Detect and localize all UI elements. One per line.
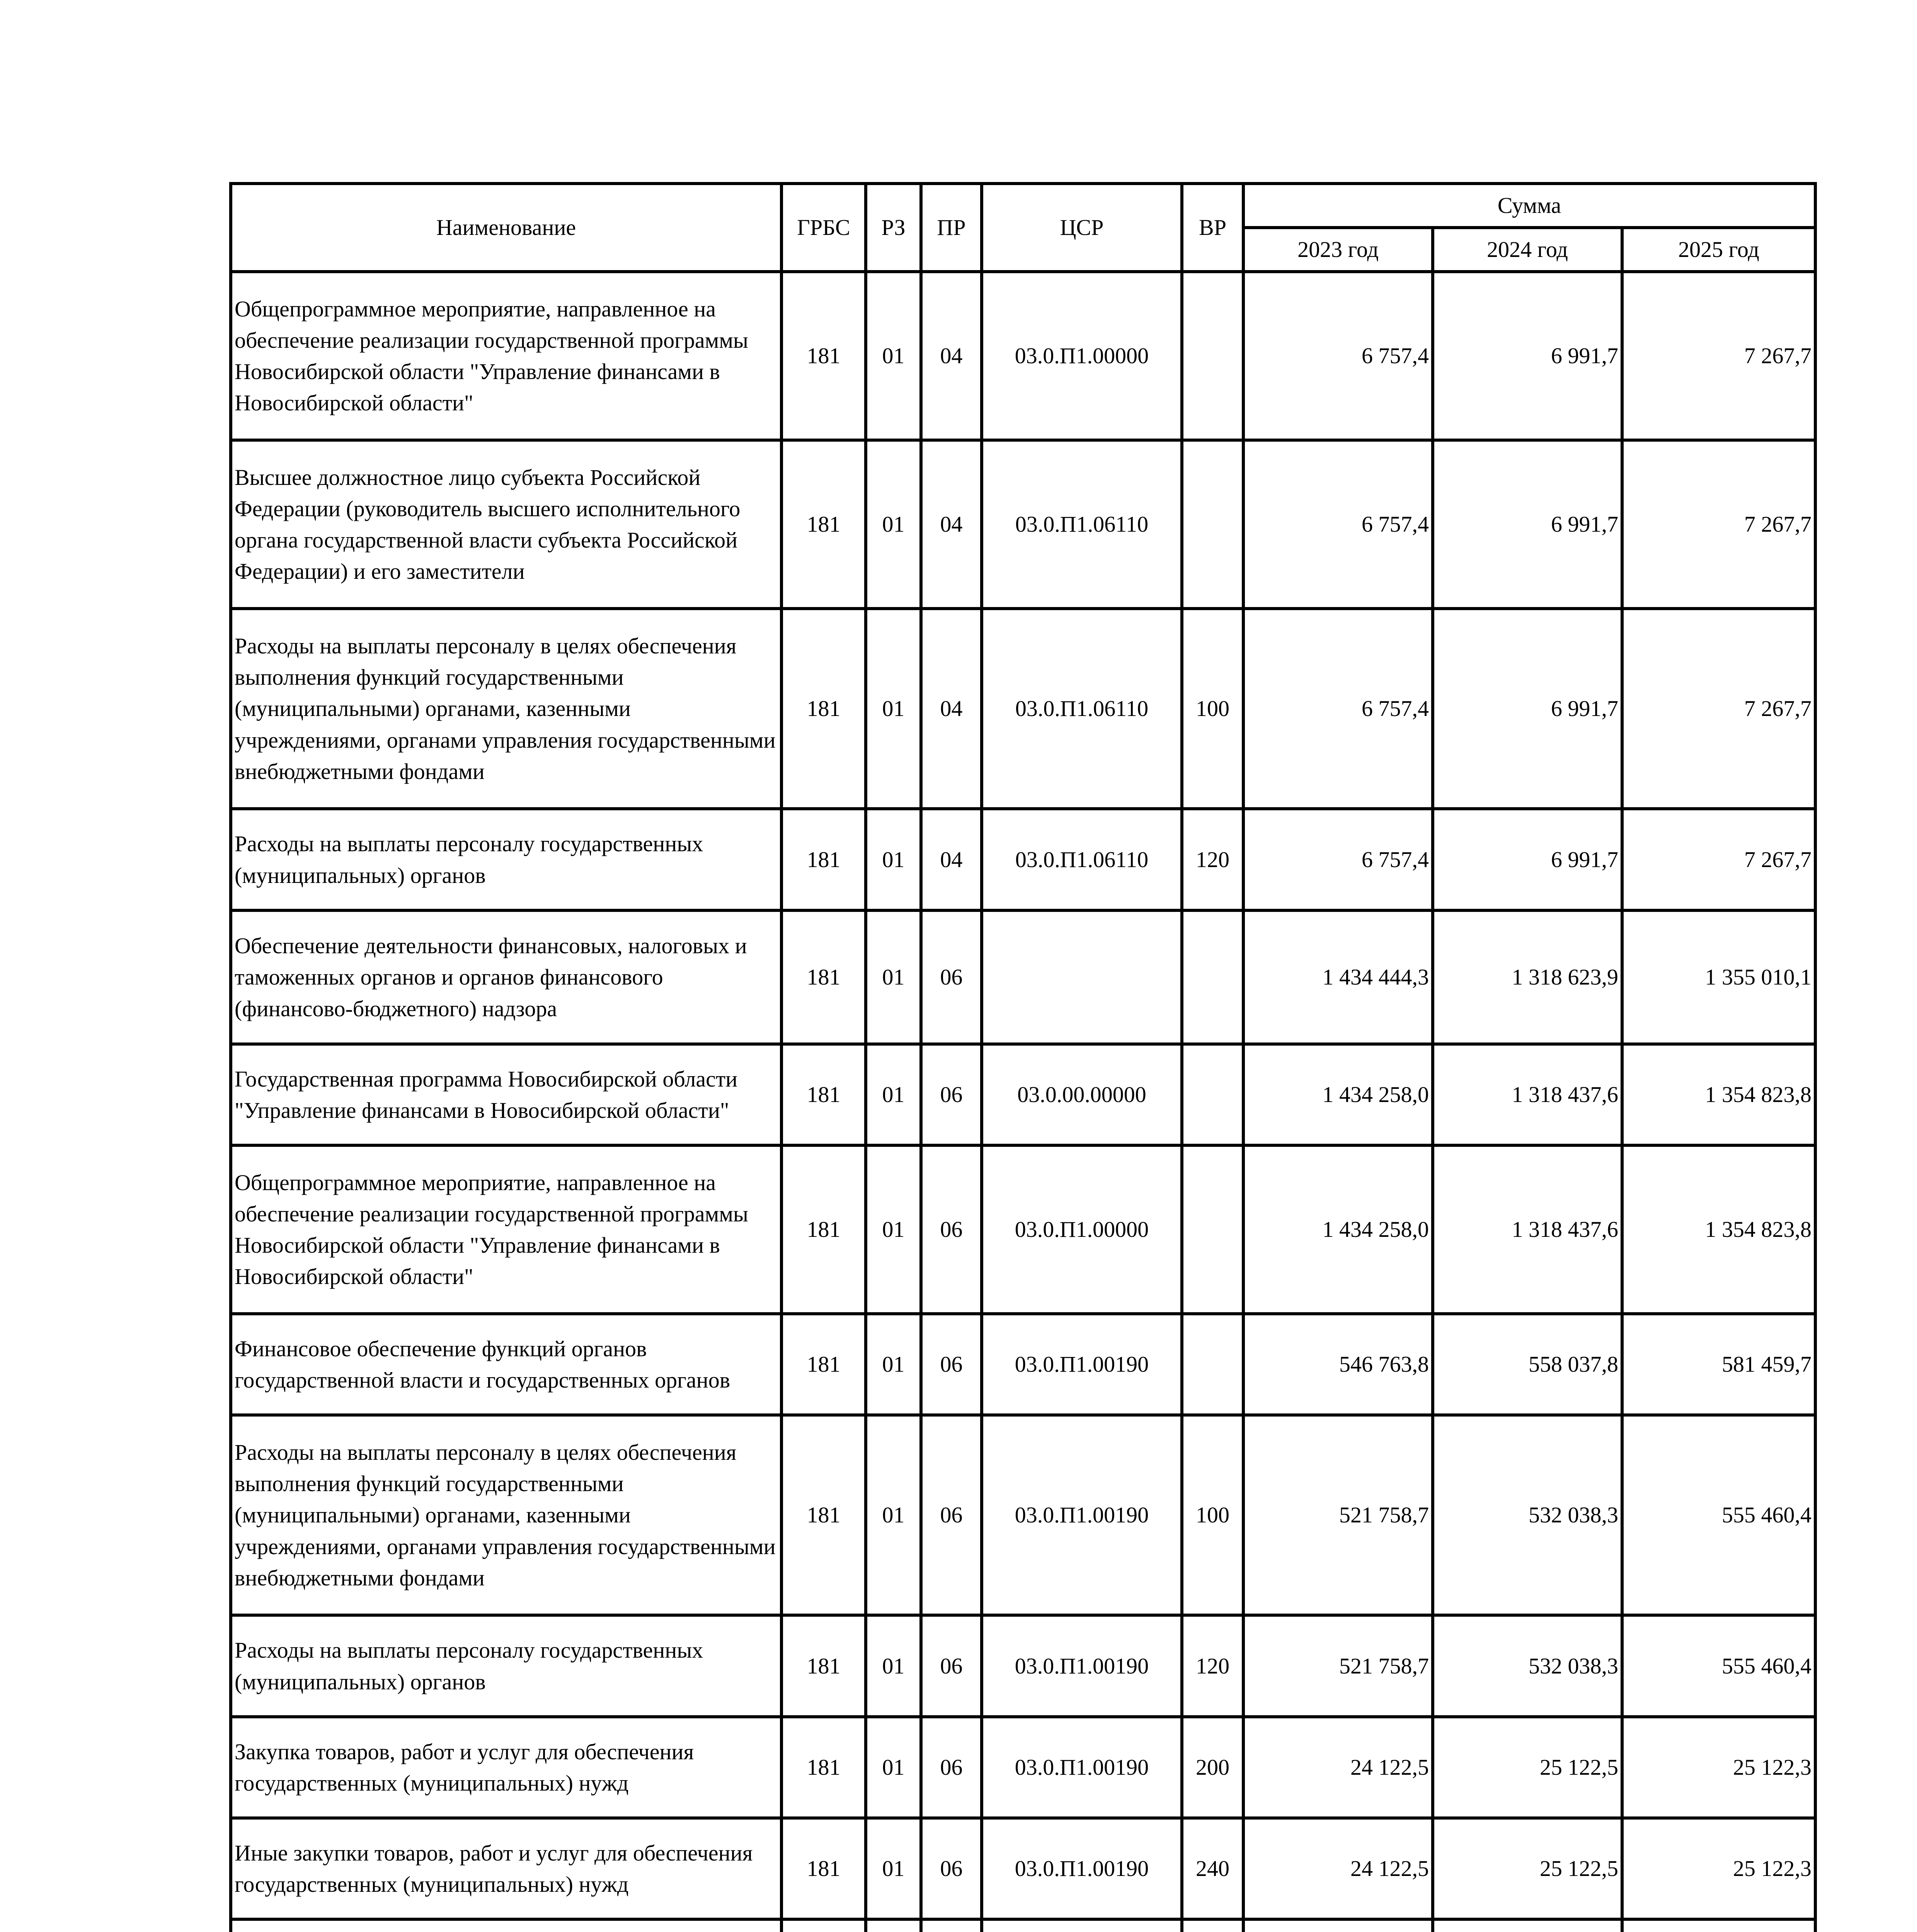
cell-csr: 03.0.П1.06110 (982, 609, 1182, 809)
cell-sum-2023: 521 758,7 (1243, 1615, 1433, 1717)
cell-csr: 03.0.00.00000 (982, 1044, 1182, 1145)
cell-csr: 03.0.П1.06110 (982, 440, 1182, 609)
cell-sum-2024: 1 318 437,6 (1433, 1145, 1622, 1314)
cell-vr (1182, 910, 1243, 1044)
cell-sum-2025: 7 267,7 (1622, 272, 1815, 440)
header-csr: ЦСР (982, 184, 1182, 272)
table-header (231, 184, 1815, 272)
table-row (231, 1044, 1815, 1145)
cell-sum-2023: 6 757,4 (1243, 609, 1433, 809)
cell-pr: 06 (921, 1818, 982, 1919)
cell-sum-2024 (1433, 1919, 1622, 1932)
cell-sum-2024: 25 122,5 (1433, 1717, 1622, 1818)
cell-grbs: 181 (781, 910, 866, 1044)
cell-sum-2023: 521 758,7 (1243, 1415, 1433, 1615)
cell-rz: 01 (866, 1818, 921, 1919)
cell-vr (1182, 1044, 1243, 1145)
table-row (231, 272, 1815, 440)
cell-sum-2023 (1243, 1919, 1433, 1932)
cell-sum-2024: 6 991,7 (1433, 272, 1622, 440)
cell-sum-2025: 25 122,3 (1622, 1818, 1815, 1919)
cell-sum-2023: 1 434 258,0 (1243, 1145, 1433, 1314)
cell-pr: 06 (921, 1717, 982, 1818)
cell-name: Расходы на выплаты персоналу государственных (муниципальных) органов (231, 1615, 781, 1717)
cell-vr: 120 (1182, 1615, 1243, 1717)
cell-grbs: 181 (781, 272, 866, 440)
cell-sum-2024: 558 037,8 (1433, 1314, 1622, 1415)
cell-sum-2025: 7 267,7 (1622, 609, 1815, 809)
cell-pr: 04 (921, 440, 982, 609)
cell-pr: 06 (921, 910, 982, 1044)
cell-sum-2025: 581 459,7 (1622, 1314, 1815, 1415)
table-row (231, 809, 1815, 910)
cell-pr: 06 (921, 1314, 982, 1415)
cell-csr: 03.0.П1.00190 (982, 1415, 1182, 1615)
cell-sum-2023: 6 757,4 (1243, 809, 1433, 910)
cell-pr: 04 (921, 809, 982, 910)
cell-sum-2024: 6 991,7 (1433, 609, 1622, 809)
cell-rz: 01 (866, 1145, 921, 1314)
cell-rz: 01 (866, 440, 921, 609)
cell-sum-2023: 1 434 444,3 (1243, 910, 1433, 1044)
cell-sum-2023: 6 757,4 (1243, 272, 1433, 440)
cell-name: Расходы на выплаты персоналу в целях обеспечения выполнения функций государственными (муниципальными) органами, казенными учреждениями, органами управления государственными внебюджетными фондами (231, 609, 781, 809)
cell-csr: 03.0.П1.00000 (982, 272, 1182, 440)
cell-sum-2023: 546 763,8 (1243, 1314, 1433, 1415)
header-vr: ВР (1182, 184, 1243, 272)
cell-name: Расходы на выплаты персоналу в целях обеспечения выполнения функций государственными (муниципальными) органами, казенными учреждениями, органами управления государственными внебюджетными фондами (231, 1415, 781, 1615)
header-year-2024: 2024 год (1433, 228, 1622, 272)
header-pr: ПР (921, 184, 982, 272)
cell-csr: 03.0.П1.00190 (982, 1314, 1182, 1415)
table-row (231, 1919, 1815, 1932)
cell-vr (1182, 1919, 1243, 1932)
cell-vr: 100 (1182, 609, 1243, 809)
cell-rz: 01 (866, 1044, 921, 1145)
cell-sum-2025: 1 354 823,8 (1622, 1145, 1815, 1314)
cell-vr (1182, 272, 1243, 440)
cell-sum-2025: 1 355 010,1 (1622, 910, 1815, 1044)
cell-sum-2025: 7 267,7 (1622, 440, 1815, 609)
cell-pr: 06 (921, 1145, 982, 1314)
table-row (231, 1615, 1815, 1717)
cell-grbs: 181 (781, 609, 866, 809)
table-row (231, 1314, 1815, 1415)
cell-sum-2024: 532 038,3 (1433, 1415, 1622, 1615)
cell-pr: 06 (921, 1044, 982, 1145)
cell-csr (982, 1919, 1182, 1932)
cell-grbs: 181 (781, 1717, 866, 1818)
cell-sum-2024: 6 991,7 (1433, 440, 1622, 609)
cell-sum-2023: 24 122,5 (1243, 1717, 1433, 1818)
cell-grbs: 181 (781, 809, 866, 910)
header-year-2023: 2023 год (1243, 228, 1433, 272)
table-body (231, 272, 1815, 1932)
cell-sum-2024: 6 991,7 (1433, 809, 1622, 910)
cell-sum-2024: 1 318 437,6 (1433, 1044, 1622, 1145)
cell-rz: 01 (866, 609, 921, 809)
cell-rz: 01 (866, 910, 921, 1044)
cell-sum-2024: 532 038,3 (1433, 1615, 1622, 1717)
cell-sum-2023: 1 434 258,0 (1243, 1044, 1433, 1145)
cell-sum-2025: 25 122,3 (1622, 1717, 1815, 1818)
table-row (231, 609, 1815, 809)
cell-csr (982, 910, 1182, 1044)
cell-vr (1182, 1145, 1243, 1314)
cell-pr: 04 (921, 609, 982, 809)
cell-vr: 100 (1182, 1415, 1243, 1615)
cell-rz: 01 (866, 1415, 921, 1615)
cell-sum-2025 (1622, 1919, 1815, 1932)
budget-table (229, 182, 1817, 1932)
cell-rz: 01 (866, 1314, 921, 1415)
cell-sum-2023: 6 757,4 (1243, 440, 1433, 609)
cell-name: Закупка товаров, работ и услуг для обеспечения государственных (муниципальных) нужд (231, 1717, 781, 1818)
cell-name (231, 1919, 781, 1932)
cell-sum-2025: 1 354 823,8 (1622, 1044, 1815, 1145)
cell-grbs: 181 (781, 1415, 866, 1615)
cell-grbs: 181 (781, 440, 866, 609)
cell-name: Обеспечение деятельности финансовых, налоговых и таможенных органов и органов финансового (финансово-бюджетного) надзора (231, 910, 781, 1044)
cell-grbs: 181 (781, 1615, 866, 1717)
cell-pr: 04 (921, 272, 982, 440)
table-row (231, 440, 1815, 609)
cell-name: Государственная программа Новосибирской области "Управление финансами в Новосибирской области" (231, 1044, 781, 1145)
cell-csr: 03.0.П1.06110 (982, 809, 1182, 910)
cell-name: Расходы на выплаты персоналу государственных (муниципальных) органов (231, 809, 781, 910)
table-row (231, 910, 1815, 1044)
cell-grbs: 181 (781, 1145, 866, 1314)
cell-grbs: 181 (781, 1818, 866, 1919)
cell-rz: 01 (866, 1615, 921, 1717)
cell-vr: 120 (1182, 809, 1243, 910)
cell-sum-2025: 7 267,7 (1622, 809, 1815, 910)
cell-vr: 240 (1182, 1818, 1243, 1919)
header-year-2025: 2025 год (1622, 228, 1815, 272)
cell-csr: 03.0.П1.00190 (982, 1818, 1182, 1919)
cell-grbs: 181 (781, 1044, 866, 1145)
cell-sum-2024: 1 318 623,9 (1433, 910, 1622, 1044)
table-row (231, 1415, 1815, 1615)
header-sum: Сумма (1243, 184, 1815, 228)
cell-pr: 06 (921, 1415, 982, 1615)
cell-name: Высшее должностное лицо субъекта Российской Федерации (руководитель высшего исполнительного органа государственной власти субъекта Российской Федерации) и его заместители (231, 440, 781, 609)
cell-sum-2025: 555 460,4 (1622, 1415, 1815, 1615)
cell-vr (1182, 440, 1243, 609)
cell-name: Иные закупки товаров, работ и услуг для обеспечения государственных (муниципальных) нужд (231, 1818, 781, 1919)
cell-csr: 03.0.П1.00190 (982, 1615, 1182, 1717)
cell-name: Общепрограммное мероприятие, направленное на обеспечение реализации государственной программы Новосибирской области "Управление финансами в Новосибирской области" (231, 1145, 781, 1314)
table-row (231, 1717, 1815, 1818)
cell-name: Общепрограммное мероприятие, направленное на обеспечение реализации государственной программы Новосибирской области "Управление финансами в Новосибирской области" (231, 272, 781, 440)
cell-vr: 200 (1182, 1717, 1243, 1818)
cell-sum-2024: 25 122,5 (1433, 1818, 1622, 1919)
cell-grbs (781, 1919, 866, 1932)
cell-pr: 06 (921, 1615, 982, 1717)
cell-name: Финансовое обеспечение функций органов государственной власти и государственных органов (231, 1314, 781, 1415)
cell-vr (1182, 1314, 1243, 1415)
cell-rz (866, 1919, 921, 1932)
table-row (231, 1818, 1815, 1919)
cell-rz: 01 (866, 272, 921, 440)
header-name: Наименование (231, 184, 781, 272)
cell-sum-2023: 24 122,5 (1243, 1818, 1433, 1919)
cell-grbs: 181 (781, 1314, 866, 1415)
cell-sum-2025: 555 460,4 (1622, 1615, 1815, 1717)
cell-csr: 03.0.П1.00190 (982, 1717, 1182, 1818)
cell-csr: 03.0.П1.00000 (982, 1145, 1182, 1314)
cell-pr (921, 1919, 982, 1932)
cell-rz: 01 (866, 809, 921, 910)
header-grbs: ГРБС (781, 184, 866, 272)
header-rz: РЗ (866, 184, 921, 272)
table-row (231, 1145, 1815, 1314)
cell-rz: 01 (866, 1717, 921, 1818)
